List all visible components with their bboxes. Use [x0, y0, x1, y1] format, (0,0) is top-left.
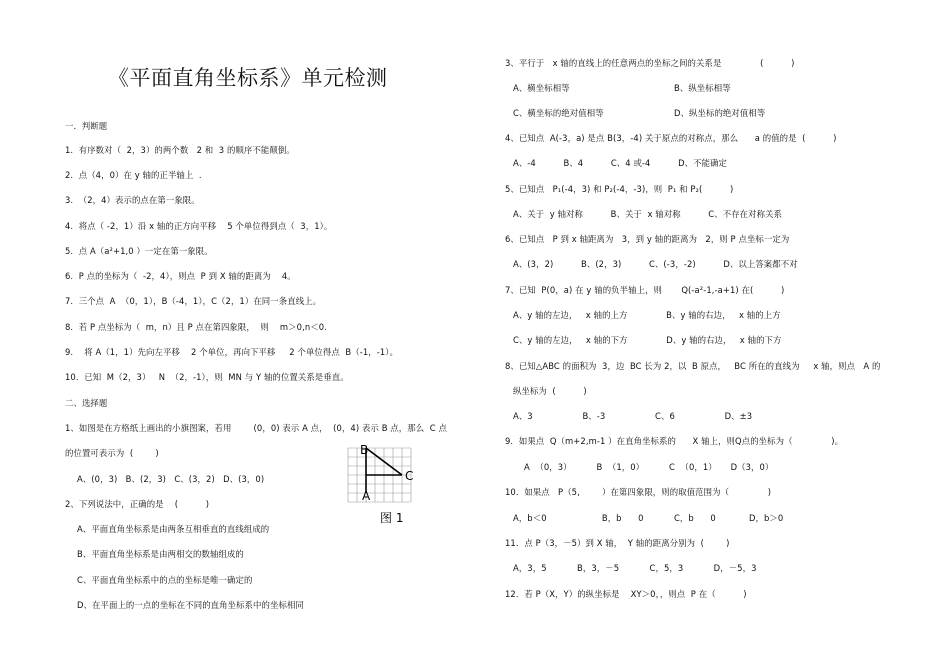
left-line: 1. 有序数对（ 2，3）的两个数 2 和 3 的顺序不能颠倒。	[65, 145, 295, 155]
right-line: A、y 轴的左边， x 轴的上方 B、y 轴的右边， x 轴的上方	[513, 310, 781, 320]
left-line: 的位置可表示为 ( )	[65, 448, 159, 458]
left-line: 3. （2，4）表示的点在第一象限。	[65, 195, 200, 205]
right-line: D、纵坐标的绝对值相等	[674, 108, 766, 118]
right-line: C、y 轴的左边， x 轴的下方 D、y 轴的右边， x 轴的下方	[513, 335, 782, 345]
right-line: 纵坐标为 ( )	[513, 386, 587, 396]
left-line: 一. 判断题	[65, 121, 108, 131]
right-line: 9．如果点 Q（m+2,m-1 ）在直角坐标系的 X 轴上，则Q点的坐标为（ )。	[505, 436, 844, 446]
left-line: B、平面直角坐标系是由两相交的数轴组成的	[77, 549, 244, 559]
right-line: A、(3，2) B、(2，3) C、(-3，-2) D、以上答案都不对	[513, 259, 798, 269]
right-line: 8、已知△ABC 的面积为 3，边 BC 长为 2，以 B 原点， BC 所在的直线为 x 轴，则点 A 的	[505, 361, 881, 371]
right-line: 3、平行于 x 轴的直线上的任意两点的坐标之间的关系是 ( )	[505, 58, 795, 68]
left-line: 8. 若 P 点坐标为（ m，n）且 P 点在第四象限， 则 m＞0,n＜0.	[65, 322, 327, 332]
right-line: B、纵坐标相等	[674, 83, 731, 93]
left-line: D、在平面上的一点的坐标在不同的直角坐标系中的坐标相同	[77, 600, 304, 610]
left-line: 1、如图是在方格纸上画出的小旗图案，若用 (0，0) 表示 A 点， (0，4) 表示 B 点，那么 C 点	[65, 423, 447, 433]
right-line: A，3，5 B，3，－5 C，5，3 D，－5，3	[513, 563, 757, 573]
right-line: 4、已知点 A(-3，a) 是点 B(3，-4) 关于原点的对称点，那么 a 的值的是 ( )	[505, 133, 837, 143]
left-line: 2、下列说法中，正确的是 ( )	[65, 499, 210, 509]
left-line: 7. 三个点 A （0，1），B（-4，1），C（2，1）在同一条直线上。	[65, 296, 322, 306]
page-title: 《平面直角坐标系》单元检测	[108, 66, 388, 90]
right-line: 5、已知点 P₁(-4，3) 和 P₂(-4，-3)，则 P₁ 和 P₂( )	[505, 184, 734, 194]
right-line: 12．若 P（X，Y）的纵坐标是 XY＞0，，则点 P 在（ )	[505, 589, 747, 599]
left-line: A、平面直角坐标系是由两条互相垂直的直线组成的	[77, 524, 270, 534]
right-line: 10．如果点 P（5, ）在第四象限，则的取值范围为（ )	[505, 487, 772, 497]
left-line: 2. 点（4，0）在 y 轴的正半轴上 .	[65, 170, 202, 180]
right-line: A、横坐标相等	[513, 83, 570, 93]
figure-label-b: B	[360, 443, 369, 457]
left-line: 二、选择题	[65, 398, 108, 408]
right-line: A、3 B、-3 C、6 D、±3	[513, 411, 753, 421]
right-line: C、横坐标的绝对值相等	[513, 108, 604, 118]
right-line: A，b＜0 B，b 0 C，b 0 D，b＞0	[513, 513, 784, 523]
left-line: 10．已知 M（2，3） N （2，-1），则 MN 与 Y 轴的位置关系是垂直。	[65, 372, 349, 382]
right-line: A （0，3） B （1，0） C （0，1） D（3，0）	[524, 462, 774, 472]
figure-caption: 图 1	[380, 511, 404, 525]
right-line: 11．点 P（3，－5）到 X 轴， Y 轴的距离分别为 ( )	[505, 538, 730, 548]
left-line: 9. 将 A（1，1）先向左平移 2 个单位，再向下平移 2 个单位得点 B（-1，-1）。	[65, 347, 399, 357]
left-line: C、平面直角坐标系中的点的坐标是唯一确定的	[77, 575, 253, 585]
right-line: 7、已知 P(0，a) 在 y 轴的负半轴上，则 Q(-a²-1,-a+1) 在( )	[505, 285, 785, 295]
figure-label-a: A	[362, 489, 371, 503]
right-line: 6、已知点 P 到 x 轴距离为 3，到 y 轴的距离为 2，则 P 点坐标一定为	[505, 234, 790, 244]
left-line: 6. P 点的坐标为（ -2，4），则点 P 到 X 轴的距离为 4。	[65, 271, 296, 281]
right-line: A、-4 B、4 C、4 或-4 D、不能确定	[513, 158, 728, 168]
flag-figure	[340, 442, 435, 532]
right-line: A、关于 y 轴对称 B、关于 x 轴对称 C、不存在对称关系	[513, 209, 783, 219]
left-line: 5. 点 A（a²+1,0 ）一定在第一象限。	[65, 246, 213, 256]
left-line: A、(0，3) B、(2，3) C、(3，2) D、(3，0)	[77, 474, 265, 484]
figure-label-c: C	[405, 469, 414, 483]
left-line: 4. 将点（ -2，1）沿 x 轴的正方向平移 5 个单位得到点（ 3，1）。	[65, 221, 333, 231]
